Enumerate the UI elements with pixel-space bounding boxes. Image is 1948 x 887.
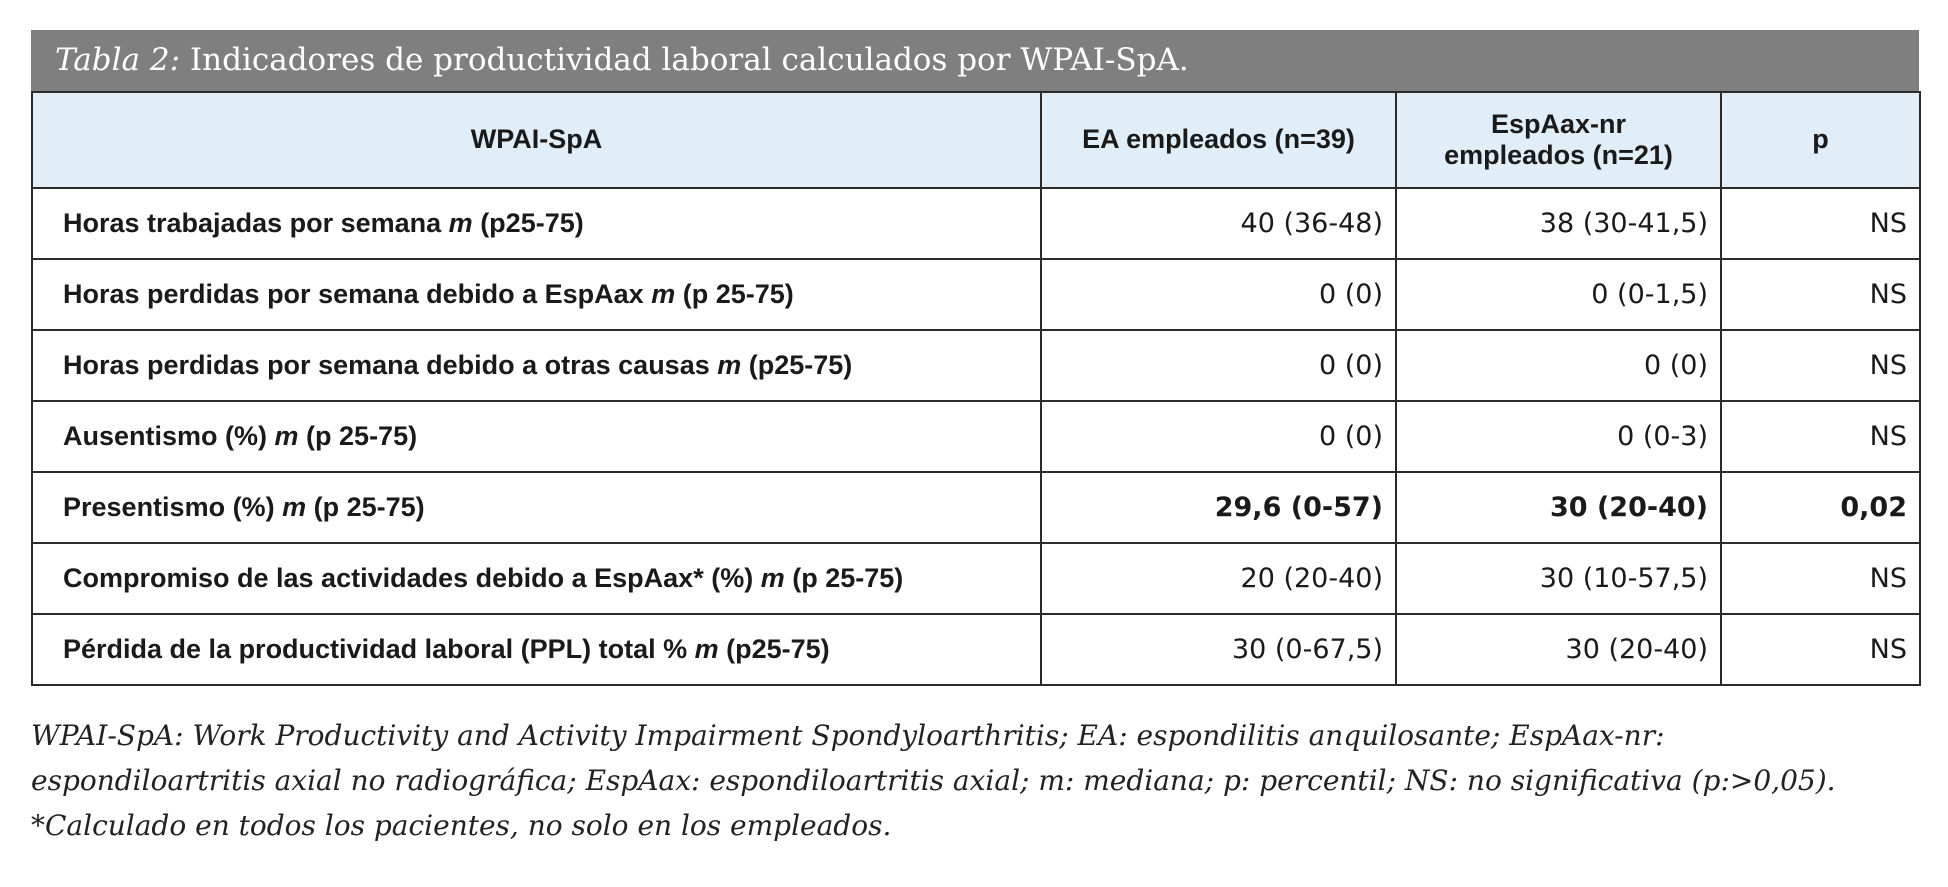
table-row	[32, 259, 1920, 330]
header-ea: EA empleados (n=39)	[1041, 92, 1396, 188]
productivity-table	[31, 91, 1921, 686]
cell-p-value: NS	[1721, 330, 1920, 401]
header-espaax-nr-line2: empleados (n=21)	[1444, 140, 1673, 170]
cell-ea-value: 40 (36-48)	[1041, 188, 1396, 259]
table-row	[32, 614, 1920, 685]
footnote-line-3: *Calculado en todos los pacientes, no solo en los empleados.	[31, 809, 892, 842]
row-label-text: Ausentismo (%)	[63, 421, 275, 451]
row-label-text: Pérdida de la productividad laboral (PPL) total %	[63, 634, 695, 664]
row-label-percentile: (p25-75)	[741, 350, 853, 380]
row-label-text: Horas trabajadas por semana	[63, 208, 449, 238]
cell-espaax-nr-value: 0 (0-1,5)	[1396, 259, 1721, 330]
row-label-percentile: (p 25-75)	[675, 279, 794, 309]
cell-ea-value: 0 (0)	[1041, 401, 1396, 472]
cell-ea-value: 20 (20-40)	[1041, 543, 1396, 614]
row-label	[32, 614, 1041, 685]
table-row	[32, 330, 1920, 401]
cell-ea-value: 29,6 (0-57)	[1041, 472, 1396, 543]
row-label-median-symbol: m	[717, 350, 742, 380]
cell-p-value: NS	[1721, 543, 1920, 614]
row-label-median-symbol: m	[760, 563, 785, 593]
row-label-text: Compromiso de las actividades debido a EspAax* (%)	[63, 563, 761, 593]
table-footnote	[31, 713, 1921, 848]
table-row	[32, 543, 1920, 614]
row-label-text: Horas perdidas por semana debido a EspAax	[63, 279, 652, 309]
table-container	[31, 30, 1919, 686]
cell-p-value: NS	[1721, 614, 1920, 685]
table-caption-label: Tabla 2:	[55, 42, 181, 78]
table-row	[32, 401, 1920, 472]
table-row	[32, 188, 1920, 259]
cell-espaax-nr-value: 38 (30-41,5)	[1396, 188, 1721, 259]
row-label-percentile: (p 25-75)	[784, 563, 904, 593]
table-body	[32, 188, 1920, 685]
footnote-line-1: WPAI-SpA: Work Productivity and Activity Impairment Spondyloarthritis; EA: espondilitis anquilosante; EspAax-nr:	[31, 719, 1665, 752]
cell-p-value: NS	[1721, 188, 1920, 259]
header-espaax-nr-line1: EspAax-nr	[1490, 108, 1627, 139]
header-row	[32, 92, 1920, 188]
row-label	[32, 472, 1041, 543]
row-label-median-symbol: m	[448, 208, 473, 238]
row-label	[32, 188, 1041, 259]
header-espaax-nr	[1396, 92, 1721, 188]
cell-ea-value: 0 (0)	[1041, 330, 1396, 401]
row-label-median-symbol: m	[694, 634, 719, 664]
row-label	[32, 259, 1041, 330]
cell-p-value: NS	[1721, 259, 1920, 330]
row-label-text: Presentismo (%)	[63, 492, 283, 522]
row-label	[32, 543, 1041, 614]
table-row	[32, 472, 1920, 543]
cell-p-value: 0,02	[1721, 472, 1920, 543]
row-label-median-symbol: m	[651, 279, 676, 309]
row-label-percentile: (p 25-75)	[298, 421, 418, 451]
header-p: p	[1721, 92, 1920, 188]
row-label-median-symbol: m	[274, 421, 299, 451]
row-label-percentile: (p25-75)	[718, 634, 830, 664]
cell-espaax-nr-value: 30 (10-57,5)	[1396, 543, 1721, 614]
cell-ea-value: 30 (0-67,5)	[1041, 614, 1396, 685]
cell-espaax-nr-value: 30 (20-40)	[1396, 614, 1721, 685]
row-label-text: Horas perdidas por semana debido a otras causas	[63, 350, 718, 380]
row-label-percentile: (p 25-75)	[306, 492, 425, 522]
cell-ea-value: 0 (0)	[1041, 259, 1396, 330]
row-label	[32, 401, 1041, 472]
row-label-percentile: (p25-75)	[472, 208, 584, 238]
header-wpai: WPAI-SpA	[32, 92, 1041, 188]
row-label-median-symbol: m	[282, 492, 307, 522]
footnote-line-2: espondiloartritis axial no radiográfica; EspAax: espondiloartritis axial; m: mediana; p: percentil; NS: no significativa (p:>0,05).	[31, 764, 1836, 797]
cell-espaax-nr-value: 30 (20-40)	[1396, 472, 1721, 543]
cell-espaax-nr-value: 0 (0-3)	[1396, 401, 1721, 472]
cell-espaax-nr-value: 0 (0)	[1396, 330, 1721, 401]
row-label	[32, 330, 1041, 401]
cell-p-value: NS	[1721, 401, 1920, 472]
table-caption-text: Indicadores de productividad laboral calculados por WPAI-SpA.	[189, 42, 1189, 78]
table-caption	[31, 30, 1919, 91]
